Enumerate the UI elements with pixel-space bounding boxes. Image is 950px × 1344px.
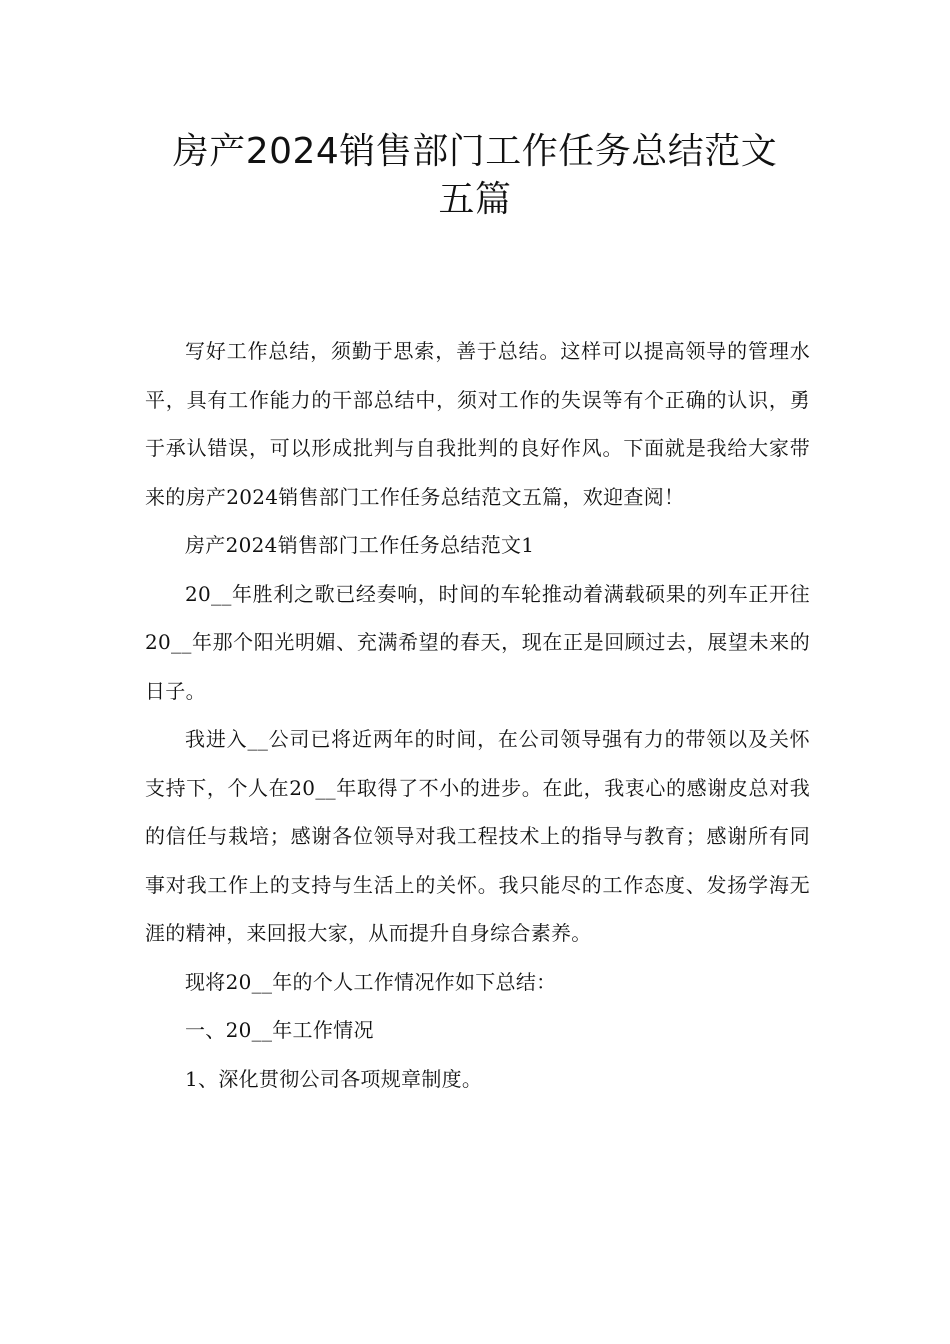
list-item-1: 1、深化贯彻公司各项规章制度。 bbox=[185, 1066, 483, 1091]
paragraph-summary-intro: 现将20__年的个人工作情况作如下总结： bbox=[185, 969, 557, 994]
intro-paragraph: 写好工作总结，须勤于思索，善于总结。这样可以提高领导的管理水平，具有工作能力的干部总结中，须对工作的失误等有个正确的认识，勇于承认错误，可以形成批判与自我批判的良好作风。下面就是我给大家带来的房产2024销售部门工作任务总结范文五篇，欢迎查阅！ bbox=[145, 339, 810, 509]
document-title bbox=[100, 128, 850, 224]
section-heading-1: 房产2024销售部门工作任务总结范文1 bbox=[185, 533, 535, 557]
title-line-1: 房产2024销售部门工作任务总结范文 bbox=[172, 131, 778, 172]
subheading-work-situation: 一、20__年工作情况 bbox=[185, 1018, 374, 1042]
title-line-2: 五篇 bbox=[438, 179, 512, 220]
document-body bbox=[145, 327, 810, 1103]
paragraph-opening: 20__年胜利之歌已经奏响，时间的车轮推动着满载硕果的列车正开往20__年那个阳光明媚、充满希望的春天，现在正是回顾过去，展望未来的日子。 bbox=[145, 581, 810, 703]
paragraph-thanks: 我进入__公司已将近两年的时间，在公司领导强有力的带领以及关怀支持下，个人在20__年取得了不小的进步。在此，我衷心的感谢皮总对我的信任与栽培；感谢各位领导对我工程技术上的指导与教育；感谢所有同事对我工作上的支持与生活上的关怀。我只能尽的工作态度、发扬学海无涯的精神，来回报大家，从而提升自身综合素养。 bbox=[145, 727, 810, 945]
